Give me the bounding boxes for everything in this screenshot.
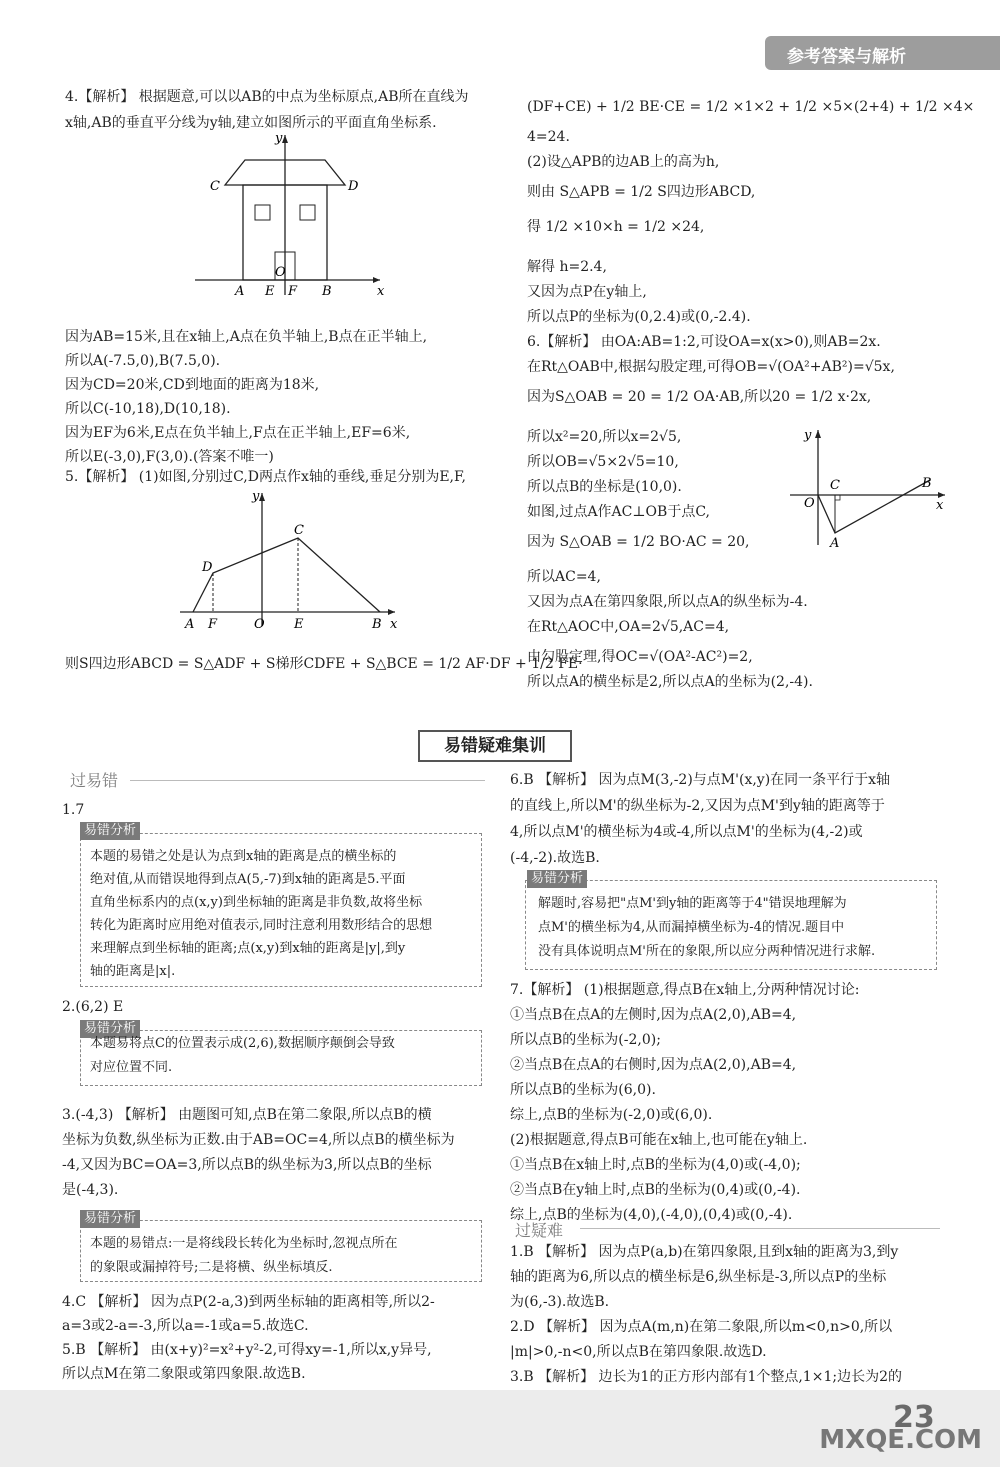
answer-line: 4.C 【解析】 因为点P(2-a,3)到两坐标轴的距离相等,所以2- — [62, 1294, 435, 1310]
fig3-label: C — [830, 478, 840, 493]
fig2-label: y — [252, 489, 260, 504]
page-number: 23 — [893, 1400, 935, 1435]
page-header — [765, 36, 1000, 70]
solution-line: 因为CD=20米,CD到地面的距离为18米, — [65, 377, 320, 393]
solution-line: 则由 S△APB = 1/2 S四边形ABCD, — [527, 184, 756, 200]
analysis-text: 本题的易错点:一是将线段长转化为坐标时,忽视点所在 — [90, 1236, 398, 1251]
fig1-label: D — [348, 179, 359, 194]
solution-line: (2)设△APB的边AB上的高为h, — [527, 154, 720, 170]
section-hard-problems: 过疑难 — [515, 1221, 564, 1240]
solution-line: 所以AC=4, — [527, 569, 601, 585]
answer-line: 5.B 【解析】 由(x+y)²=x²+y²-2,可得xy=-1,所以x,y异号, — [62, 1342, 432, 1358]
fig1-label: O — [275, 265, 286, 280]
solution-line: 所以点B的坐标是(10,0). — [527, 479, 682, 495]
answer-line: |m|>0,-n<0,所以点B在第四象限.故选D. — [510, 1344, 767, 1360]
fig1-label: E — [265, 284, 275, 299]
answer-line: 坐标为负数,纵坐标为正数.由于AB=OC=4,所以点B的横坐标为 — [62, 1132, 455, 1148]
solution-line: 因为EF为6米,E点在负半轴上,F点在正半轴上,EF=6米, — [65, 425, 411, 441]
analysis-tag: 易错分析 — [80, 1020, 140, 1038]
fig3-label: O — [804, 496, 815, 511]
solution-line: 所以OB=√5×2√5=10, — [527, 454, 679, 470]
fig2-label: D — [202, 560, 213, 575]
fig1-label: F — [288, 284, 298, 299]
analysis-text: 本题的易错之处是认为点到x轴的距离是点的横坐标的 — [90, 849, 397, 864]
analysis-text: 转化为距离时应用绝对值表示,同时注意利用数形结合的思想 — [90, 918, 433, 933]
fig2-label: F — [208, 617, 218, 632]
answer-line: 2.D 【解析】 因为点A(m,n)在第二象限,所以m<0,n>0,所以 — [510, 1319, 893, 1335]
solution-line: 4=24. — [527, 129, 570, 145]
fig2-label: x — [390, 617, 398, 632]
solution-line: 5.【解析】 (1)如图,分别过C,D两点作x轴的垂线,垂足分别为E,F, — [65, 469, 466, 485]
answer-line: ①当点B在x轴上时,点B的坐标为(4,0)或(-4,0); — [510, 1157, 801, 1173]
fig2-label: A — [185, 617, 195, 632]
analysis-text: 没有具体说明点M'所在的象限,所以应分两种情况进行求解. — [538, 944, 876, 959]
answer-line: 2.(6,2) E — [62, 999, 124, 1015]
answer-line: 6.B 【解析】 因为点M(3,-2)与点M'(x,y)在同一条平行于x轴 — [510, 772, 891, 788]
fig3-label: x — [936, 498, 944, 513]
answer-line: 4,所以点M'的横坐标为4或-4,所以点M'的坐标为(4,-2)或 — [510, 824, 863, 840]
solution-line: 所以点A的横坐标是2,所以点A的坐标为(2,-4). — [527, 674, 813, 690]
answer-line: 1.7 — [62, 802, 85, 818]
analysis-text: 解题时,容易把"点M'到y轴的距离等于4"错误地理解为 — [538, 896, 847, 911]
analysis-text: 本题易将点C的位置表示成(2,6),数据顺序颠倒会导致 — [90, 1036, 395, 1051]
solution-line: (DF+CE) + 1/2 BE·CE = 1/2 ×1×2 + 1/2 ×5×(2+4) + 1/2 ×4× — [527, 99, 975, 115]
fig1-label: x — [377, 284, 385, 299]
answer-line: (2)根据题意,得点B可能在x轴上,也可能在y轴上. — [510, 1132, 808, 1148]
fig1-label: A — [235, 284, 245, 299]
fig3-label: A — [830, 536, 840, 550]
solution-line: 在Rt△OAB中,根据勾股定理,可得OB=√(OA²+AB²)=√5x, — [527, 359, 895, 375]
answer-line: 3.(-4,3) 【解析】 由题图可知,点B在第二象限,所以点B的横 — [62, 1107, 432, 1123]
answer-line: 的直线上,所以M'的纵坐标为-2,又因为点M'到y轴的距离等于 — [510, 798, 885, 814]
solution-line: 所以点P的坐标为(0,2.4)或(0,-2.4). — [527, 309, 751, 325]
section-divider — [580, 1228, 940, 1229]
house-coordinate-figure — [195, 130, 395, 300]
answer-line: 所以点M在第二象限或第四象限.故选B. — [62, 1366, 306, 1382]
solution-line: 因为S△OAB = 20 = 1/2 OA·AB,所以20 = 1/2 x·2x, — [527, 389, 872, 405]
answer-line: 轴的距离为6,所以点的横坐标是6,纵坐标是-3,所以点P的坐标 — [510, 1269, 887, 1285]
answer-line: 综上,点B的坐标为(4,0),(-4,0),(0,4)或(0,-4). — [510, 1207, 793, 1223]
answer-line: 1.B 【解析】 因为点P(a,b)在第四象限,且到x轴的距离为3,到y — [510, 1244, 899, 1260]
fig2-label: C — [294, 523, 304, 538]
solution-line: 因为AB=15米,且在x轴上,A点在负半轴上,B点在正半轴上, — [65, 329, 428, 345]
section-divider — [130, 780, 485, 781]
fig1-label: B — [322, 284, 332, 299]
solution-line: 6.【解析】 由OA:AB=1:2,可设OA=x(x>0),则AB=2x. — [527, 334, 881, 350]
answer-line: -4,又因为BC=OA=3,所以点B的纵坐标为3,所以点B的坐标 — [62, 1157, 432, 1173]
fig2-label: E — [294, 617, 304, 632]
answer-line: 综上,点B的坐标为(-2,0)或(6,0). — [510, 1107, 713, 1123]
analysis-text: 对应位置不同. — [90, 1060, 173, 1075]
solution-line: 所以A(-7.5,0),B(7.5,0). — [65, 353, 221, 369]
answer-line: ②当点B在y轴上时,点B的坐标为(0,4)或(0,-4). — [510, 1182, 801, 1198]
analysis-tag: 易错分析 — [527, 870, 587, 888]
solution-line: 所以E(-3,0),F(3,0).(答案不唯一) — [65, 449, 274, 465]
analysis-text: 来理解点到坐标轴的距离;点(x,y)到x轴的距离是|y|,到y — [90, 941, 406, 956]
fig2-label: O — [254, 617, 265, 632]
header-title: 参考答案与解析 — [787, 47, 906, 67]
answer-line: a=3或2-a=-3,所以a=-1或a=5.故选C. — [62, 1318, 309, 1334]
solution-line: 因为 S△OAB = 1/2 BO·AC = 20, — [527, 534, 750, 550]
analysis-tag: 易错分析 — [80, 822, 140, 840]
section-easy-mistakes: 过易错 — [70, 771, 119, 790]
answer-line: 3.B 【解析】 边长为1的正方形内部有1个整点,1×1;边长为2的 — [510, 1369, 902, 1385]
solution-line: 如图,过点A作AC⊥OB于点C, — [527, 504, 710, 520]
fig1-label: C — [210, 179, 220, 194]
fig1-label: y — [275, 131, 283, 146]
solution-line: 又因为点P在y轴上, — [527, 284, 647, 300]
analysis-tag: 易错分析 — [80, 1210, 140, 1228]
answer-line: (-4,-2).故选B. — [510, 850, 600, 866]
analysis-text: 直角坐标系内的点(x,y)到坐标轴的距离是非负数,故将坐标 — [90, 895, 423, 910]
solution-line: 在Rt△AOC中,OA=2√5,AC=4, — [527, 619, 730, 635]
solution-line: 由勾股定理,得OC=√(OA²-AC²)=2, — [527, 649, 753, 665]
analysis-text: 的象限或漏掉符号;二是将横、纵坐标填反. — [90, 1260, 333, 1275]
fig2-label: B — [372, 617, 382, 632]
solution-line: 解得 h=2.4, — [527, 259, 607, 275]
answer-line: 7.【解析】 (1)根据题意,得点B在x轴上,分两种情况讨论: — [510, 982, 860, 998]
answer-line: ②当点B在点A的右侧时,因为点A(2,0),AB=4, — [510, 1057, 797, 1073]
triangle-oab-figure — [790, 425, 950, 550]
section-banner: 易错疑难集训 — [418, 730, 572, 762]
answer-line: 所以点B的坐标为(6,0). — [510, 1082, 656, 1098]
fig3-label: B — [922, 476, 932, 491]
solution-line: x轴,AB的垂直平分线为y轴,建立如图所示的平面直角坐标系. — [65, 115, 437, 131]
solution-line: 又因为点A在第四象限,所以点A的纵坐标为-4. — [527, 594, 808, 610]
solution-line: 所以C(-10,18),D(10,18). — [65, 401, 231, 417]
answer-line: 是(-4,3). — [62, 1182, 119, 1198]
solution-line: 所以x²=20,所以x=2√5, — [527, 429, 682, 445]
answer-line: 所以点B的坐标为(-2,0); — [510, 1032, 661, 1048]
analysis-text: 点M'的横坐标为4,从而漏掉横坐标为-4的情况.题目中 — [538, 920, 845, 935]
fig3-label: y — [804, 428, 812, 443]
quadrilateral-coordinate-figure — [180, 488, 400, 633]
watermark: MXQE.COM — [819, 1425, 982, 1455]
solution-line: 得 1/2 ×10×h = 1/2 ×24, — [527, 219, 705, 235]
answer-line: 为(6,-3).故选B. — [510, 1294, 610, 1310]
answer-line: ①当点B在点A的左侧时,因为点A(2,0),AB=4, — [510, 1007, 797, 1023]
solution-line: 则S四边形ABCD = S△ADF + S梯形CDFE + S△BCE = 1/2 AF·DF + 1/2 FE· — [65, 656, 583, 672]
analysis-text: 绝对值,从而错误地得到点A(5,-7)到x轴的距离是5.平面 — [90, 872, 406, 887]
solution-line: 4.【解析】 根据题意,可以以AB的中点为坐标原点,AB所在直线为 — [65, 89, 469, 105]
analysis-text: 轴的距离是|x|. — [90, 964, 176, 979]
